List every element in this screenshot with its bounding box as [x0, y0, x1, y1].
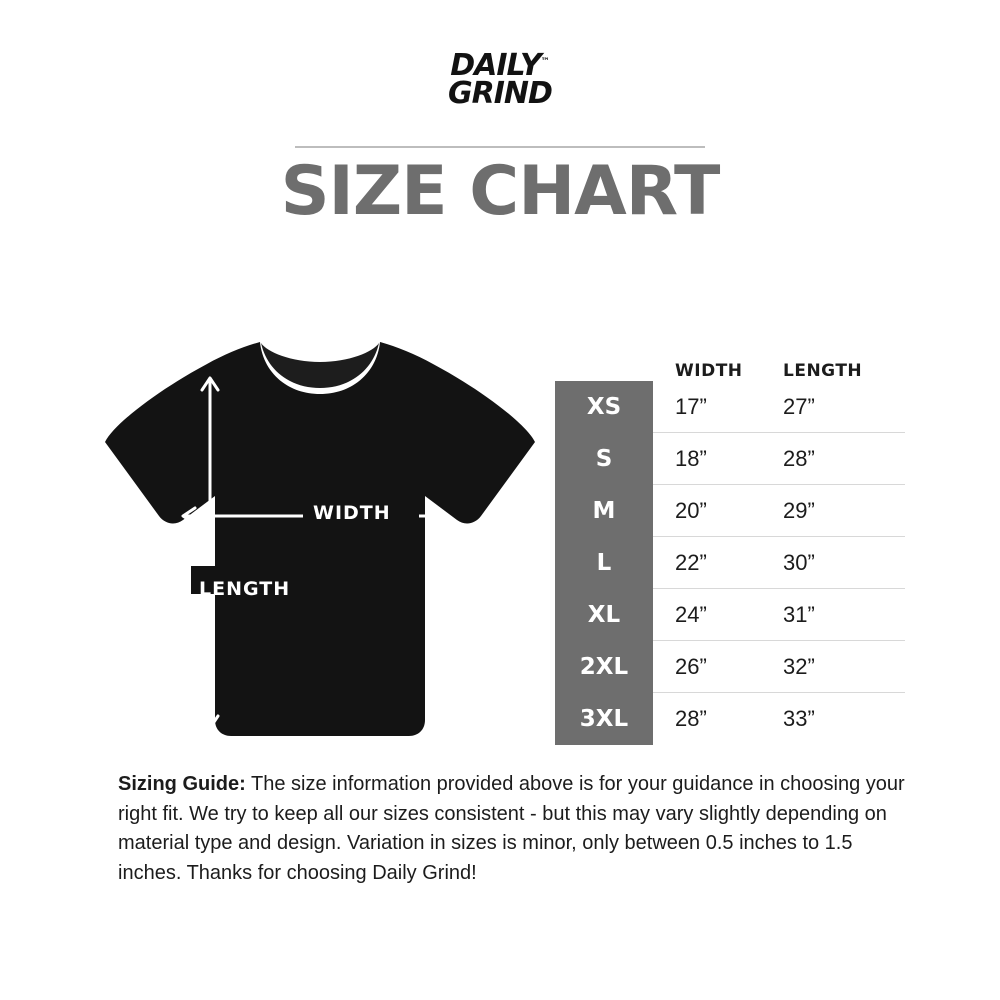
cell-width: 22”: [675, 549, 707, 575]
cell-length: 27”: [783, 393, 815, 419]
brand-logo-line1: DAILY™: [450, 48, 550, 83]
cell-width: 24”: [675, 601, 707, 627]
cell-size: M: [555, 485, 653, 537]
cell-length: 30”: [783, 549, 815, 575]
tshirt-illustration: [95, 330, 545, 750]
table-header-row: [555, 345, 905, 381]
cell-width: 20”: [675, 497, 707, 523]
cell-length: 28”: [783, 445, 815, 471]
table-row: [555, 693, 905, 745]
length-dimension-label: LENGTH: [199, 578, 291, 600]
cell-width: 28”: [675, 706, 707, 731]
trademark-symbol: ™: [540, 57, 550, 67]
sizing-guide-colon: :: [239, 773, 246, 795]
cell-size: 3XL: [555, 693, 653, 745]
cell-width: 18”: [675, 445, 707, 471]
cell-size: S: [555, 433, 653, 485]
cell-width: 17”: [675, 393, 707, 419]
table-row: [555, 381, 905, 433]
table-row: [555, 485, 905, 537]
cell-size: L: [555, 537, 653, 589]
table-row: [555, 641, 905, 693]
cell-size: 2XL: [555, 641, 653, 693]
cell-size: XS: [555, 381, 653, 433]
tshirt-icon: [95, 330, 545, 750]
table-header-length: LENGTH: [783, 361, 863, 381]
size-table: [555, 345, 905, 745]
brand-logo: [0, 48, 1000, 111]
table-header-width: WIDTH: [675, 361, 743, 381]
sizing-guide-body: The size information provided above is for your guidance in choosing your right fit. We try to keep all our sizes consistent - but this may vary slightly depending on material type and design. Variation in sizes is minor, only between 0.5 inches to 1.5 inches. Thanks for choosing Daily Grind!: [118, 773, 905, 884]
cell-length: 32”: [783, 653, 815, 679]
cell-length: 31”: [783, 601, 815, 627]
page-title: SIZE CHART: [280, 152, 720, 231]
title-divider: [295, 146, 705, 148]
cell-width: 26”: [675, 653, 707, 679]
table-row: [555, 433, 905, 485]
cell-length: 33”: [783, 706, 815, 731]
table-row: [555, 589, 905, 641]
brand-logo-line2: GRIND: [448, 75, 552, 111]
table-row: [555, 537, 905, 589]
sizing-guide-text: [118, 770, 918, 888]
cell-size: XL: [555, 589, 653, 641]
cell-length: 29”: [783, 497, 815, 523]
width-dimension-label: WIDTH: [313, 502, 391, 524]
sizing-guide-heading: Sizing Guide: [118, 773, 240, 795]
